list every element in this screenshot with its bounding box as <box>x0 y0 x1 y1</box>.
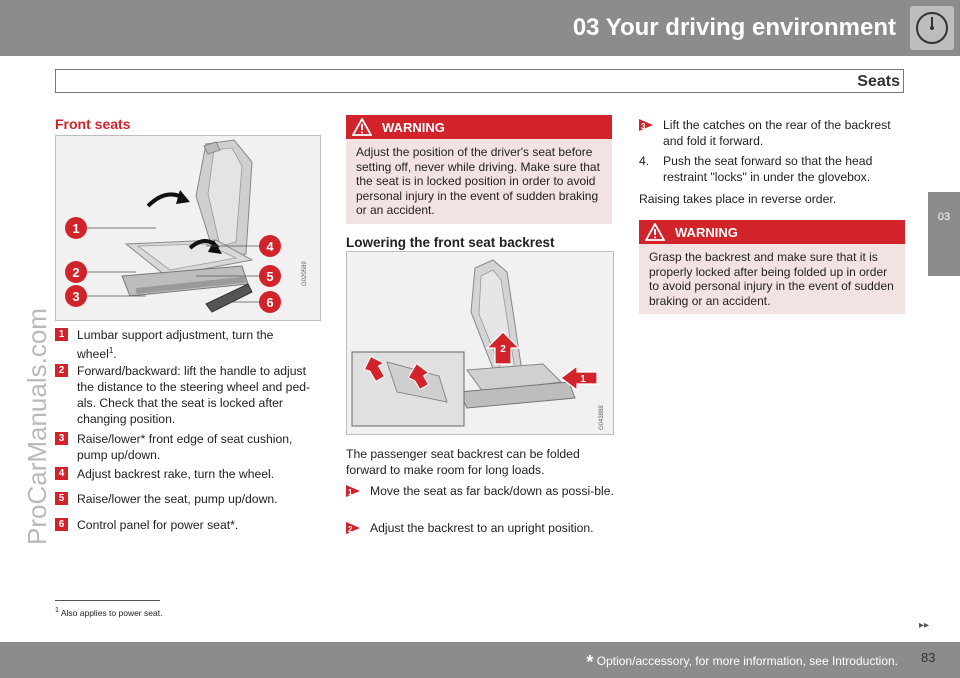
list-item: 4. Push the seat forward so that the head restraint "locks" in under the glovebox. <box>639 154 873 184</box>
svg-text:1: 1 <box>580 374 586 385</box>
svg-text:2: 2 <box>500 344 506 355</box>
page-number: 83 <box>921 650 936 665</box>
step-arrow-icon: 2 <box>346 522 360 534</box>
image-code: G020589 <box>302 261 308 286</box>
section-title: Seats <box>857 73 900 90</box>
image-code: G043888 <box>599 405 605 430</box>
chapter-side-tab <box>928 192 960 276</box>
lowering-heading: Lowering the front seat backrest <box>346 235 555 250</box>
svg-text:1: 1 <box>72 221 80 236</box>
chapter-side-tab-label: 03 <box>937 211 951 223</box>
warning-box <box>639 220 905 314</box>
warning-triangle-icon <box>645 223 665 241</box>
list-item: 2 Adjust the backrest to an upright position. <box>348 521 594 535</box>
list-item: 4 Adjust backrest rake, turn the wheel. <box>55 466 323 482</box>
svg-text:6: 6 <box>266 295 274 310</box>
list-item: 1 Move the seat as far back/down as possi-ble. <box>348 484 614 498</box>
callout-1 <box>65 217 87 239</box>
chapter-title: 03 Your driving environment <box>572 14 896 41</box>
watermark-text: ProCarManuals.com <box>22 308 52 545</box>
raising-note: Raising takes place in reverse order. <box>639 192 837 206</box>
callout-5 <box>259 265 281 287</box>
callout-2 <box>65 261 87 283</box>
callout-6 <box>259 291 281 313</box>
step-arrow-icon: 1 <box>346 485 360 497</box>
list-item: 6 Control panel for power seat*. <box>55 517 323 533</box>
front-seats-heading: Front seats <box>55 116 131 132</box>
svg-text:3: 3 <box>72 289 80 304</box>
svg-text:2: 2 <box>72 265 80 280</box>
list-item: 3 Lift the catches on the rear of the backrest and fold it forward. <box>641 118 891 148</box>
footer-note: * Option/accessory, for more information, see Introduction. <box>586 652 898 672</box>
gauge-icon <box>910 6 954 50</box>
warning-title: WARNING <box>382 120 445 135</box>
continue-arrows-icon: ▸▸ <box>919 620 930 631</box>
list-item: 5 Raise/lower the seat, pump up/down. <box>55 491 323 507</box>
warning-box <box>346 115 612 224</box>
warning-title: WARNING <box>675 225 738 240</box>
svg-text:4: 4 <box>266 239 274 254</box>
warning-text: Adjust the position of the driver's seat before setting off, never while driving. Make sure that the seat is in locked position in order to avoid personal injury in the event of sudden braking or an accident. <box>346 139 612 224</box>
watermark <box>0 170 58 550</box>
callout-3 <box>65 285 87 307</box>
callout-4 <box>259 235 281 257</box>
list-item: 3 Raise/lower* front edge of seat cushion, pump up/down. <box>55 431 323 463</box>
svg-text:5: 5 <box>266 269 274 284</box>
list-item: 1 Lumbar support adjustment, turn the wheel$^1$. <box>55 327 323 362</box>
footnote: $^1$ Also applies to power seat. <box>55 606 163 618</box>
warning-triangle-icon <box>352 118 372 136</box>
lowering-intro: The passenger seat backrest can be folded forward to make room for long loads. <box>346 447 580 477</box>
section-title-box <box>55 69 904 93</box>
footnote-rule <box>55 600 160 601</box>
step-arrow-icon: 3 <box>639 119 653 131</box>
warning-text: Grasp the backrest and make sure that it is properly locked after being folded up in order to avoid personal injury in the event of sudden braking or an accident. <box>639 244 905 314</box>
front-seat-illustration <box>55 135 321 321</box>
backrest-illustration <box>346 251 614 435</box>
list-item: 2 Forward/backward: lift the handle to adjust the distance to the steering wheel and ped-als. Check that the seat is locked after changing position. <box>55 363 323 427</box>
